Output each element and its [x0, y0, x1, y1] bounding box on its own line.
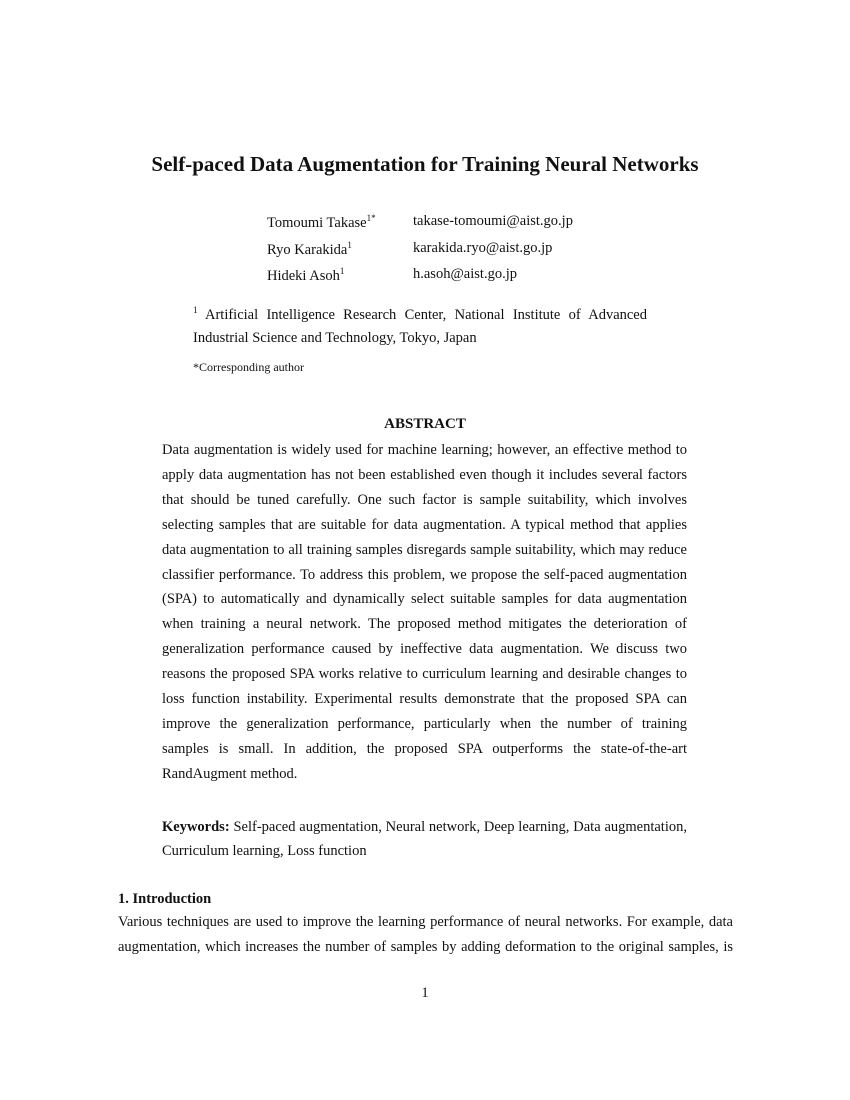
abstract-line: apply data augmentation has not been established even though it includes several factors — [162, 466, 687, 483]
affiliation-line — [193, 305, 647, 324]
affiliation-text: Artificial Intelligence Research Center, National Institute of Advanced — [205, 307, 647, 323]
section-heading: 1. Introduction — [118, 891, 212, 907]
author-name — [267, 266, 344, 285]
abstract-line: reasons the proposed SPA works relative to curriculum learning and desirable changes to — [162, 666, 687, 683]
author-name — [267, 240, 352, 259]
author-name-text: Tomoumi Takase — [267, 215, 367, 231]
author-email: takase-tomoumi@aist.go.jp — [413, 213, 573, 229]
author-sup: 1 — [347, 240, 352, 250]
author-sup: 1* — [366, 213, 376, 223]
abstract-line: improve the generalization performance, particularly when the number of training — [162, 715, 687, 732]
affiliation-line: Industrial Science and Technology, Tokyo, Japan — [193, 330, 477, 346]
abstract-line: when training a neural network. The proposed method mitigates the deterioration of — [162, 616, 687, 633]
abstract-line: selecting samples that are suitable for data augmentation. A typical method that applies — [162, 516, 687, 533]
author-name-text: Ryo Karakida — [267, 242, 348, 258]
abstract-heading: ABSTRACT — [384, 416, 466, 432]
keywords-line: Curriculum learning, Loss function — [162, 843, 367, 859]
abstract-line: data augmentation to all training samples disregards sample suitability, which may reduce — [162, 541, 687, 558]
intro-line: augmentation, which increases the number of samples by adding deformation to the original samples, is — [118, 939, 733, 955]
author-name-text: Hideki Asoh — [267, 268, 340, 284]
abstract-line: samples is small. In addition, the proposed SPA outperforms the state-of-the-art — [162, 740, 687, 757]
abstract-line: generalization performance caused by ineffective data augmentation. We discuss two — [162, 641, 687, 658]
corresponding-note: *Corresponding author — [193, 360, 304, 374]
paper-title: Self-paced Data Augmentation for Training Neural Networks — [151, 152, 699, 176]
abstract-line: that should be tuned carefully. One such factor is sample suitability, which involves — [162, 491, 687, 508]
intro-line: Various techniques are used to improve the learning performance of neural networks. For example, data — [118, 914, 733, 930]
keywords-text: Self-paced augmentation, Neural network, Deep learning, Data augmentation, — [229, 819, 687, 835]
author-sup: 1 — [339, 266, 345, 276]
author-email: karakida.ryo@aist.go.jp — [413, 240, 553, 256]
keywords-line — [162, 819, 687, 836]
author-email: h.asoh@aist.go.jp — [413, 266, 517, 282]
abstract-line: loss function instability. Experimental results demonstrate that the proposed SPA can — [162, 691, 687, 707]
abstract-line: RandAugment method. — [162, 765, 298, 782]
page-number: 1 — [421, 985, 429, 1001]
author-name — [267, 213, 376, 232]
abstract-line: (SPA) to automatically and dynamically select suitable samples for data augmentation — [162, 591, 687, 608]
keywords-label: Keywords: — [162, 819, 230, 835]
abstract-line: Data augmentation is widely used for machine learning; however, an effective method to — [162, 442, 687, 458]
abstract-line: classifier performance. To address this problem, we propose the self-paced augmentation — [162, 566, 687, 583]
affiliation-sup: 1 — [193, 305, 198, 315]
